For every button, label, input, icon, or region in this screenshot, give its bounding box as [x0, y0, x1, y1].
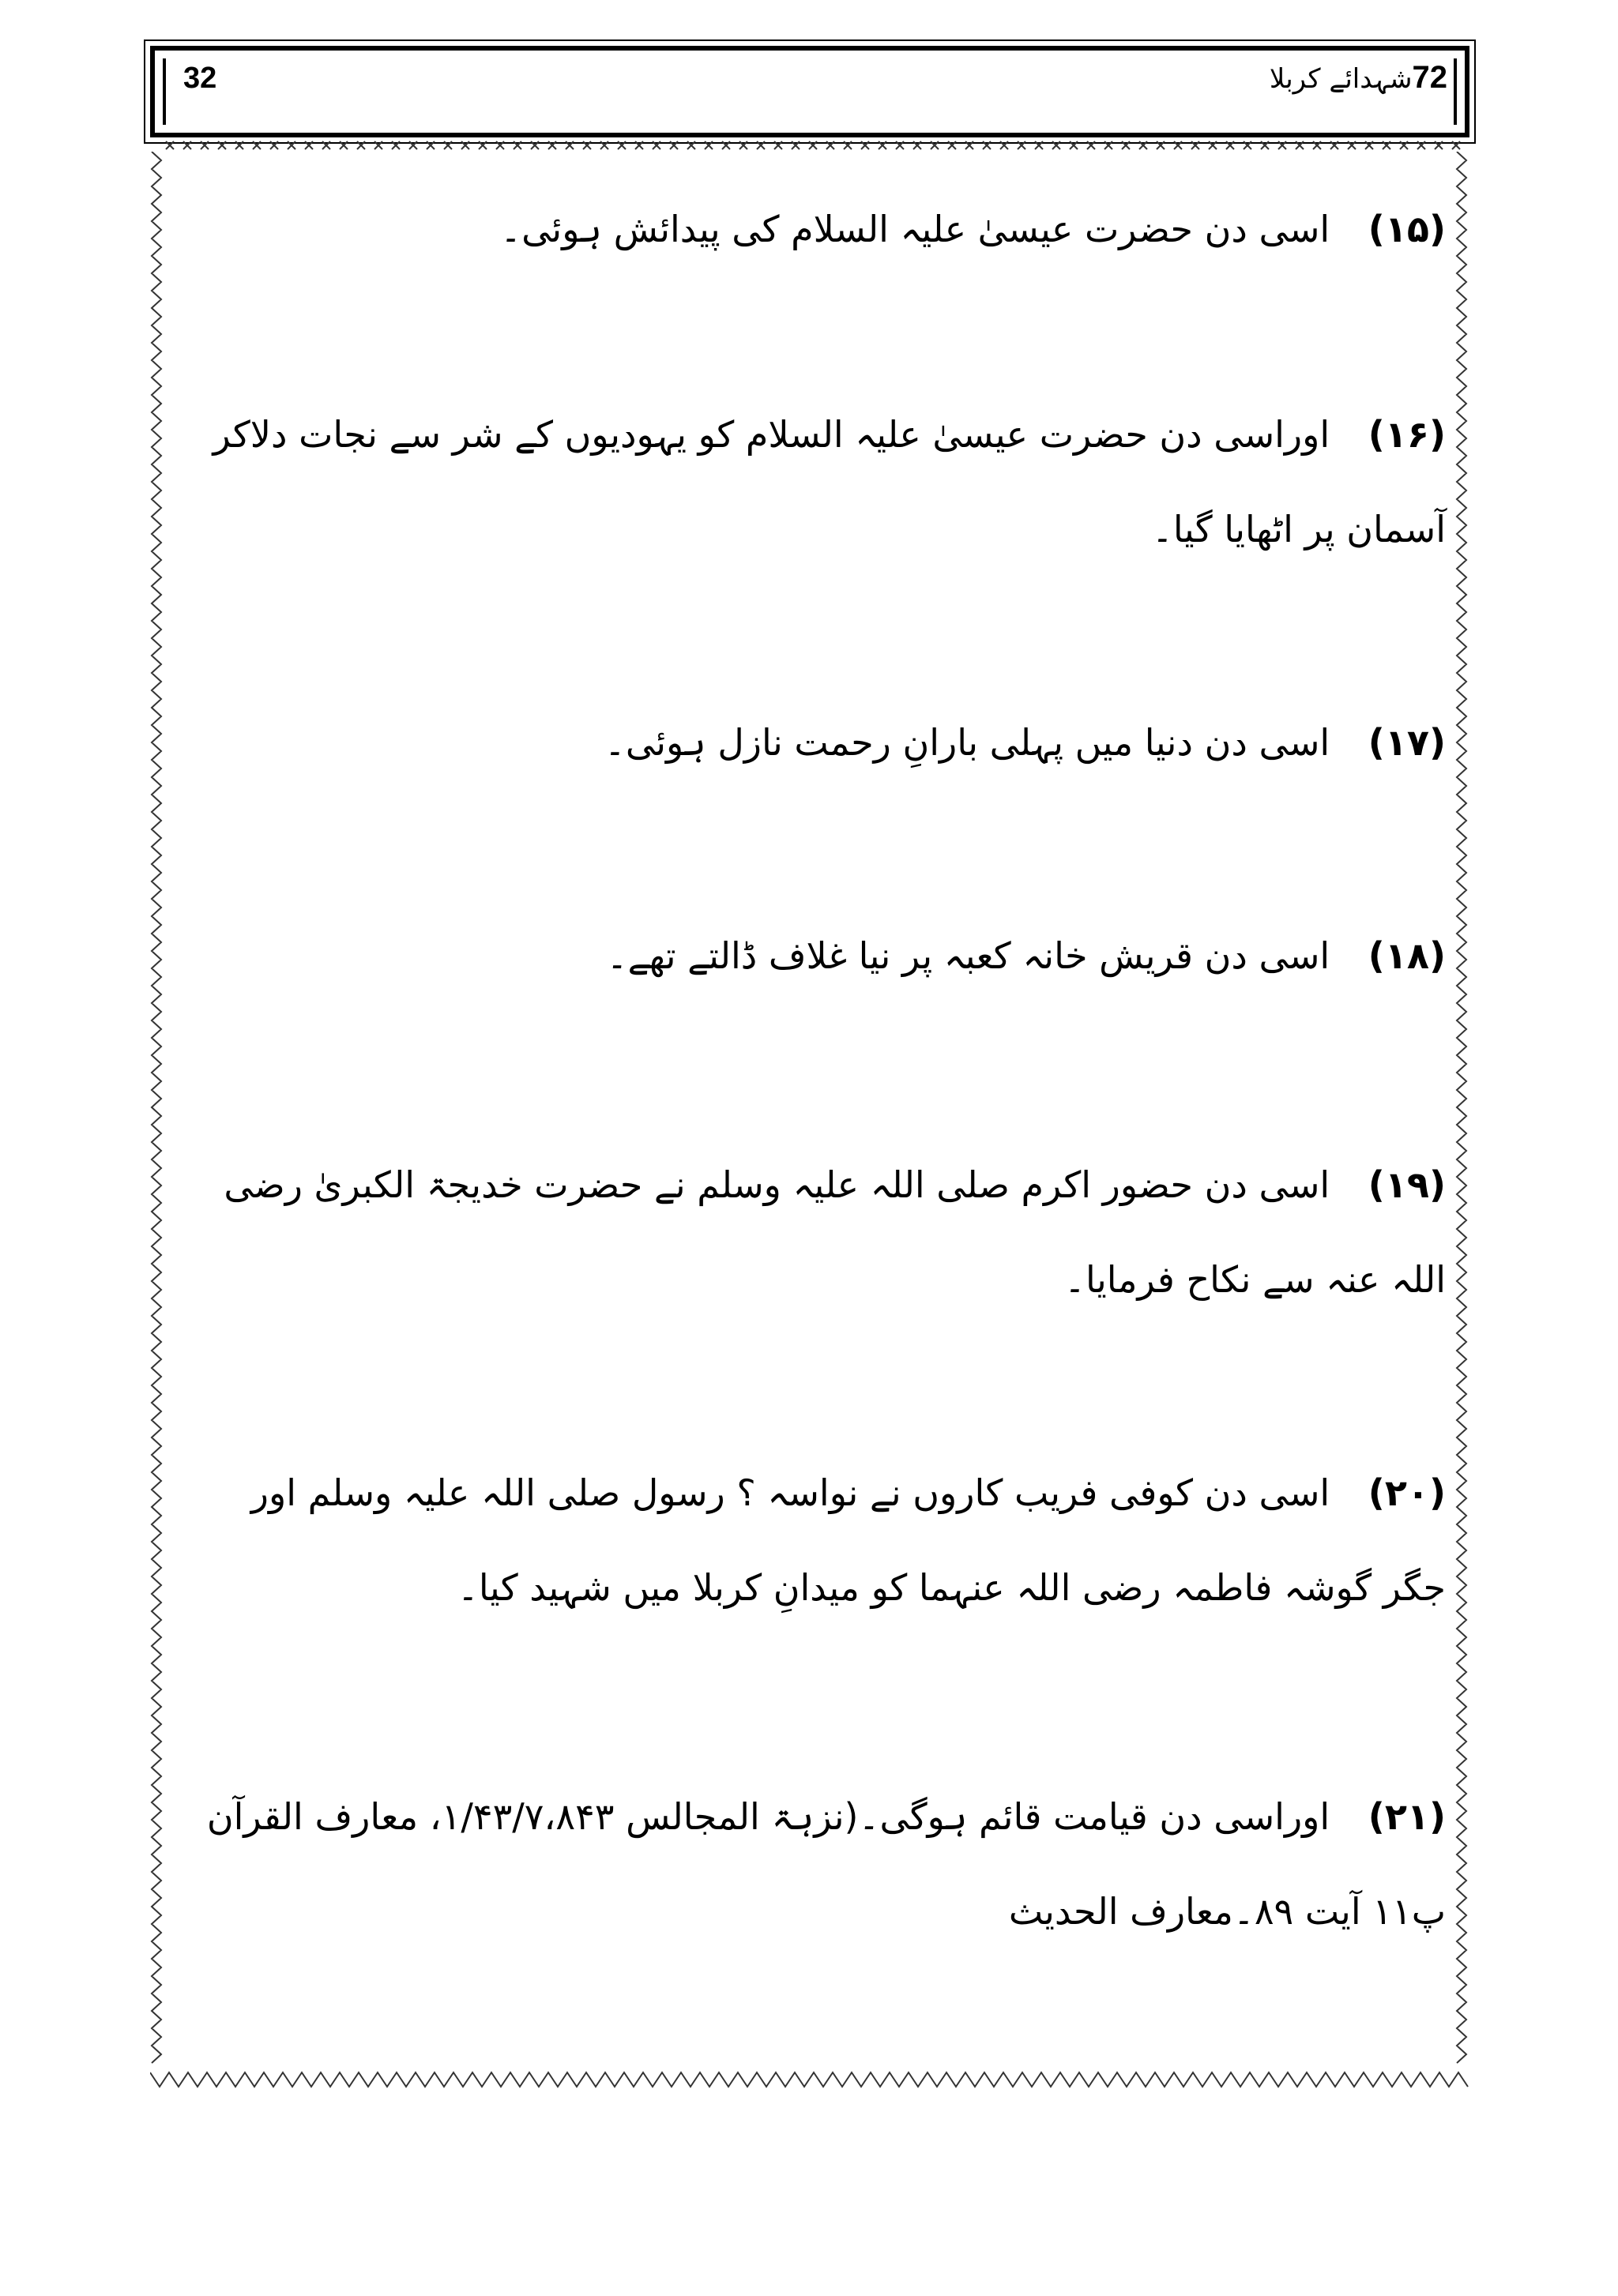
paragraph-text: اسی دن کوفی فریب کاروں نے نواسہ ؟ رسول صلی اللہ علیہ وسلم اور جگر گوشہ فاطمہ رضی اللہ عنہما کو میدانِ کربلا میں شہید کیا۔	[250, 1471, 1446, 1609]
book-title-number: 72	[1412, 60, 1447, 95]
paragraph-marker: (۱۵)	[1368, 208, 1446, 250]
paragraph-marker: (۲۱)	[1368, 1795, 1446, 1838]
paragraph-marker: (۱۶)	[1368, 413, 1446, 456]
paragraph-marker: (۲۰)	[1368, 1471, 1446, 1514]
paragraph-text: اوراسی دن قیامت قائم ہوگی۔(نزہۃ المجالس ۱/۴۳/۷،۸۴۳، معارف القرآن پ۱۱ آیت ۸۹۔معارف الحدیث	[206, 1795, 1446, 1933]
page-number: 32	[183, 62, 217, 95]
paragraph-text: اسی دن قریش خانہ کعبہ پر نیا غلاف ڈالتے تھے۔	[606, 934, 1330, 977]
header-inner-frame	[163, 58, 1457, 125]
paragraph-20	[198, 1445, 1446, 1635]
paragraph-text: اسی دن حضور اکرم صلی اللہ علیہ وسلم نے حضرت خدیجۃ الکبریٰ رضی اللہ عنہ سے نکاح فرمایا۔	[224, 1163, 1446, 1301]
top-cross-border	[150, 139, 1469, 152]
paragraph-16	[198, 387, 1446, 577]
page-header	[150, 46, 1469, 137]
book-title	[1270, 60, 1447, 96]
book-title-text: شہدائے کربلا	[1269, 63, 1413, 95]
paragraph-marker: (۱۷)	[1368, 721, 1446, 764]
paragraph-text: اوراسی دن حضرت عیسیٰ علیہ السلام کو یہودیوں کے شر سے نجات دلاکر آسمان پر اٹھایا گیا۔	[213, 413, 1446, 551]
paragraph-18	[198, 908, 1446, 1003]
right-chevron-border	[1455, 152, 1469, 2071]
paragraph-21	[198, 1769, 1446, 1959]
paragraph-marker: (۱۸)	[1368, 934, 1446, 977]
paragraph-15	[198, 182, 1446, 276]
paragraph-17	[198, 695, 1446, 790]
bottom-zigzag-border	[150, 2071, 1469, 2090]
paragraph-text: اسی دن حضرت عیسیٰ علیہ السلام کی پیدائش ہوئی۔	[500, 208, 1330, 250]
paragraph-text: اسی دن دنیا میں پہلی بارانِ رحمت نازل ہوئی۔	[604, 721, 1330, 764]
paragraph-marker: (۱۹)	[1368, 1163, 1446, 1206]
paragraph-19	[198, 1137, 1446, 1327]
left-chevron-border	[150, 152, 164, 2071]
